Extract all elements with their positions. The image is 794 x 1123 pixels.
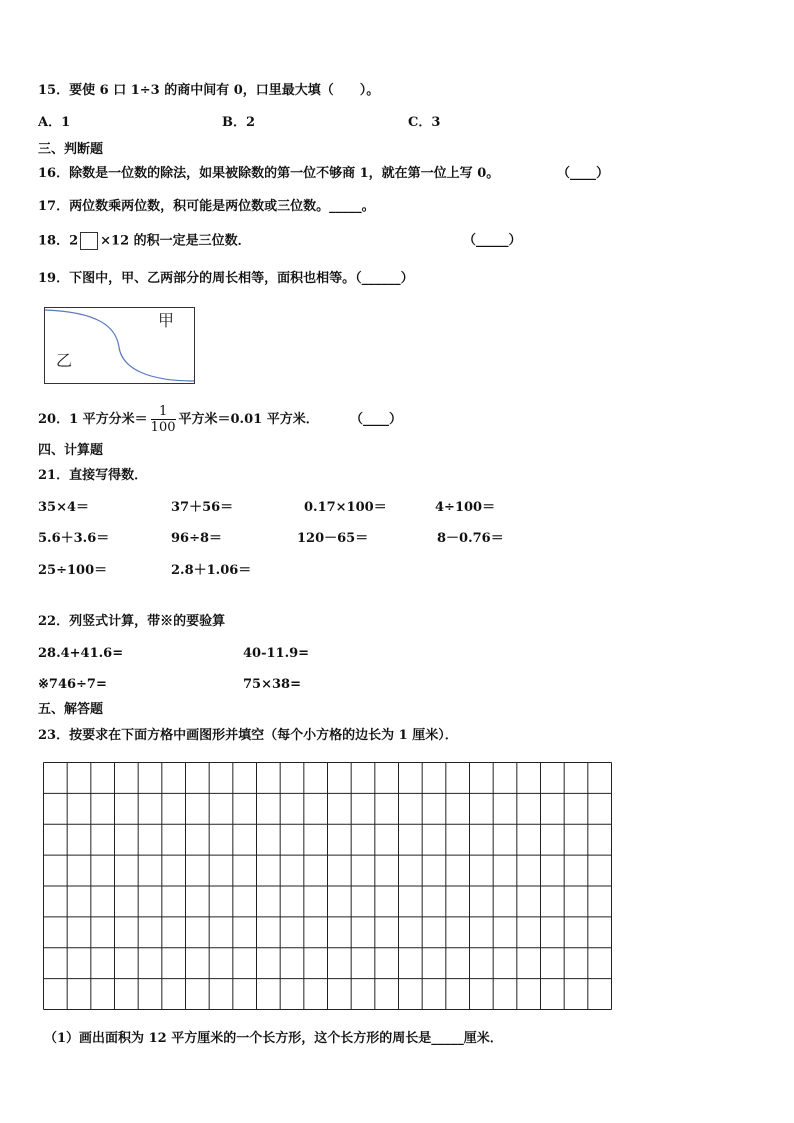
question-16: 16．除数是一位数的除法，如果被除数的第一位不够商 1，就在第一位上写 0。: [38, 166, 500, 181]
q18-prefix: 18．2: [38, 233, 79, 249]
calc-item: 0.17×100＝: [304, 500, 387, 515]
calc-item: 120－65＝: [297, 531, 369, 546]
q18-suffix: ×12 的积一定是三位数．: [100, 233, 251, 249]
question-15: 15．要使 6 口 1÷3 的商中间有 0，口里最大填（ ）。: [38, 83, 380, 98]
calc-item: 8－0.76＝: [437, 531, 504, 546]
fraction-denominator: 100: [150, 420, 176, 435]
q23-sub1-suffix: 厘米．: [463, 1031, 503, 1046]
question-17: 17．两位数乘两位数，积可能是两位数或三位数。_____。: [38, 199, 375, 214]
q15-option-b: B．2: [222, 115, 256, 130]
question-23: 23．按要求在下面方格中画图形并填空（每个小方格的边长为 1 厘米）．: [38, 728, 458, 743]
question-21: 21．直接写得数．: [38, 468, 148, 483]
calc-item: 25÷100＝: [38, 563, 108, 578]
q18-blank-box: [80, 232, 98, 250]
question-23-part-1: [44, 1030, 503, 1048]
q20-suffix: 平方米＝0.01 平方米．: [178, 412, 319, 427]
label-jia: 甲: [158, 311, 175, 330]
q20-prefix: 20．1 平方分米＝: [38, 412, 148, 427]
vertical-calc-item: 28.4+41.6=: [38, 646, 124, 661]
question-18: [38, 232, 251, 251]
q19-figure: [44, 307, 195, 384]
calc-item: 37＋56＝: [171, 500, 234, 515]
calc-item: 4÷100＝: [435, 500, 496, 515]
calc-item: 96÷8＝: [171, 531, 223, 546]
q16-answer-paren: （____）: [557, 166, 610, 181]
calc-item: 2.8＋1.06＝: [171, 563, 252, 578]
section-5-heading: 五、解答题: [38, 702, 104, 717]
question-20: [38, 402, 319, 438]
q23-sub1-prefix: （1）画出面积为 12 平方厘米的一个长方形，这个长方形的周长是: [44, 1031, 432, 1046]
calc-item: 35×4＝: [38, 500, 90, 515]
question-22: 22．列竖式计算，带※的要验算: [38, 614, 226, 629]
section-3-heading: 三、判断题: [38, 142, 104, 157]
vertical-calc-item: ※746÷7=: [38, 677, 107, 692]
q15-option-a: A．1: [38, 115, 71, 130]
q18-answer-paren: （_____）: [463, 233, 522, 248]
q20-answer-paren: （____）: [350, 412, 403, 427]
fraction-numerator: 1: [151, 404, 176, 420]
calc-item: 5.6＋3.6＝: [38, 531, 110, 546]
q15-option-c: C．3: [408, 115, 441, 130]
q23-sub1-blank[interactable]: _____: [431, 1031, 464, 1046]
vertical-calc-item: 75×38=: [243, 677, 301, 692]
section-4-heading: 四、计算题: [38, 443, 104, 458]
q20-fraction: [151, 404, 176, 435]
vertical-calc-item: 40-11.9=: [243, 646, 310, 661]
label-yi: 乙: [56, 351, 73, 370]
drawing-grid[interactable]: [43, 762, 612, 1010]
question-19: 19．下图中，甲、乙两部分的周长相等，面积也相等。（______）: [38, 271, 414, 286]
